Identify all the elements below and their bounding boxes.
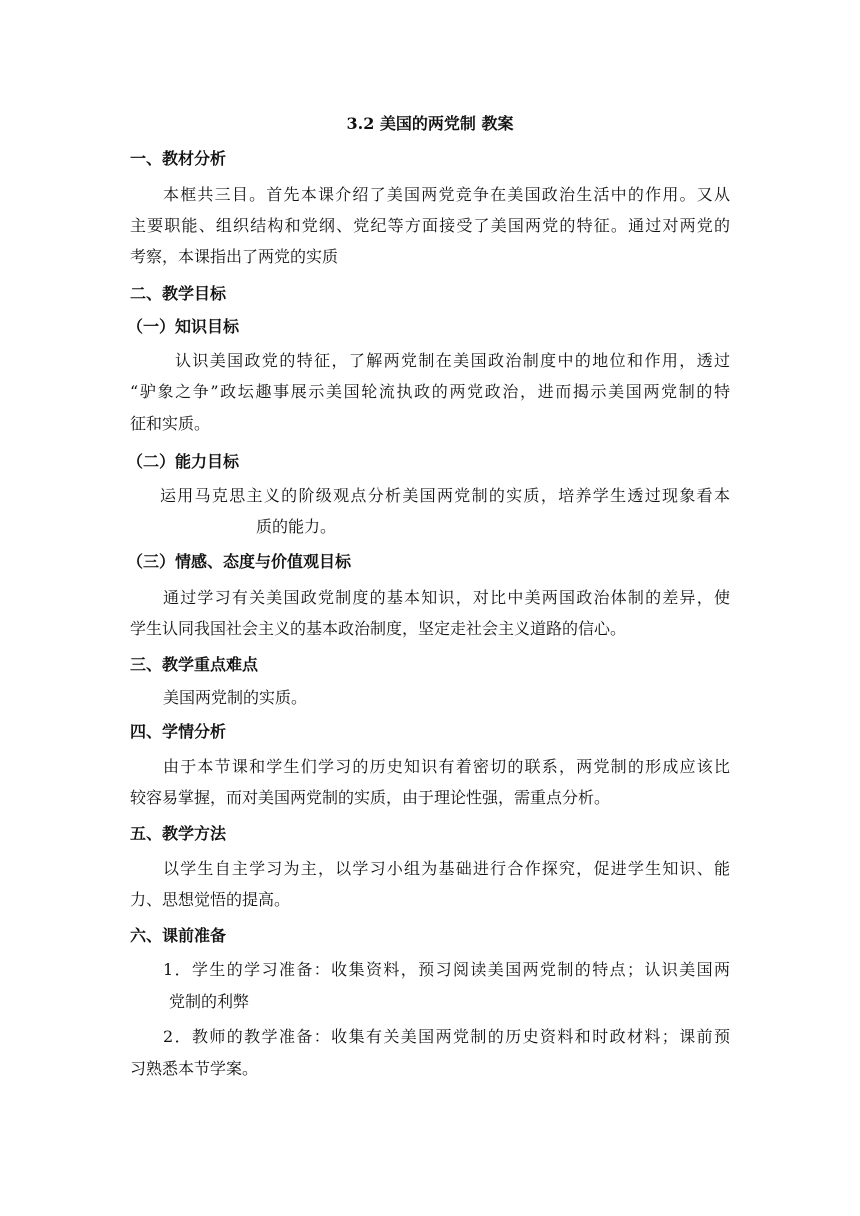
- paragraph-line: 学生认同我国社会主义的基本政治制度，坚定走社会主义道路的信心。: [130, 619, 627, 638]
- list-item-line: 1．学生的学习准备：收集资料，预习阅读美国两党制的特点；认识美国两: [163, 960, 730, 979]
- paragraph-line: 通过学习有关美国政党制度的基本知识，对比中美两国政治体制的差异，使: [163, 588, 730, 607]
- paragraph-line: 质的能力。: [256, 517, 337, 536]
- subsection-heading-emotion-attitude-values: （三）情感、态度与价值观目标: [127, 552, 352, 571]
- paragraph-line: 考察，本课指出了两党的实质: [130, 247, 339, 266]
- subsection-heading-knowledge-goals: （一）知识目标: [127, 317, 240, 336]
- paragraph-line: 征和实质。: [130, 414, 211, 433]
- paragraph-line: 美国两党制的实质。: [163, 688, 308, 707]
- list-item-line: 习熟悉本节学案。: [130, 1059, 259, 1078]
- list-item-line: 党制的利弊: [169, 992, 250, 1011]
- paragraph-line: 由于本节课和学生们学习的历史知识有着密切的联系，两党制的形成应该比: [163, 757, 730, 776]
- paragraph-line: 运用马克思主义的阶级观点分析美国两党制的实质，培养学生透过现象看本: [160, 486, 730, 505]
- paragraph-line: “驴象之争”政坛趣事展示美国轮流执政的两党政治，进而揭示美国两党制的特: [130, 382, 730, 401]
- subsection-heading-ability-goals: （二）能力目标: [127, 452, 240, 471]
- document-title: 3.2 美国的两党制 教案: [346, 114, 514, 133]
- section-heading-teaching-goals: 二、教学目标: [130, 284, 227, 303]
- section-heading-key-difficulties: 三、教学重点难点: [130, 655, 259, 674]
- paragraph-line: 本框共三目。首先本课介绍了美国两党竞争在美国政治生活中的作用。又从: [163, 185, 730, 204]
- section-heading-learner-analysis: 四、学情分析: [130, 722, 227, 741]
- paragraph-line: 较容易掌握，而对美国两党制的实质，由于理论性强，需重点分析。: [130, 788, 611, 807]
- paragraph-line: 力、思想觉悟的提高。: [130, 890, 291, 909]
- section-heading-preparation: 六、课前准备: [130, 926, 227, 945]
- section-heading-teaching-methods: 五、教学方法: [130, 824, 227, 843]
- paragraph-line: 以学生自主学习为主，以学习小组为基础进行合作探究，促进学生知识、能: [163, 859, 730, 878]
- paragraph-line: 认识美国政党的特征，了解两党制在美国政治制度中的地位和作用，透过: [175, 351, 730, 370]
- list-item-line: 2．教师的教学准备：收集有关美国两党制的历史资料和时政材料；课前预: [163, 1027, 730, 1046]
- paragraph-line: 主要职能、组织结构和党纲、党纪等方面接受了美国两党的特征。通过对两党的: [130, 216, 730, 235]
- section-heading-teaching-material-analysis: 一、教材分析: [130, 149, 227, 168]
